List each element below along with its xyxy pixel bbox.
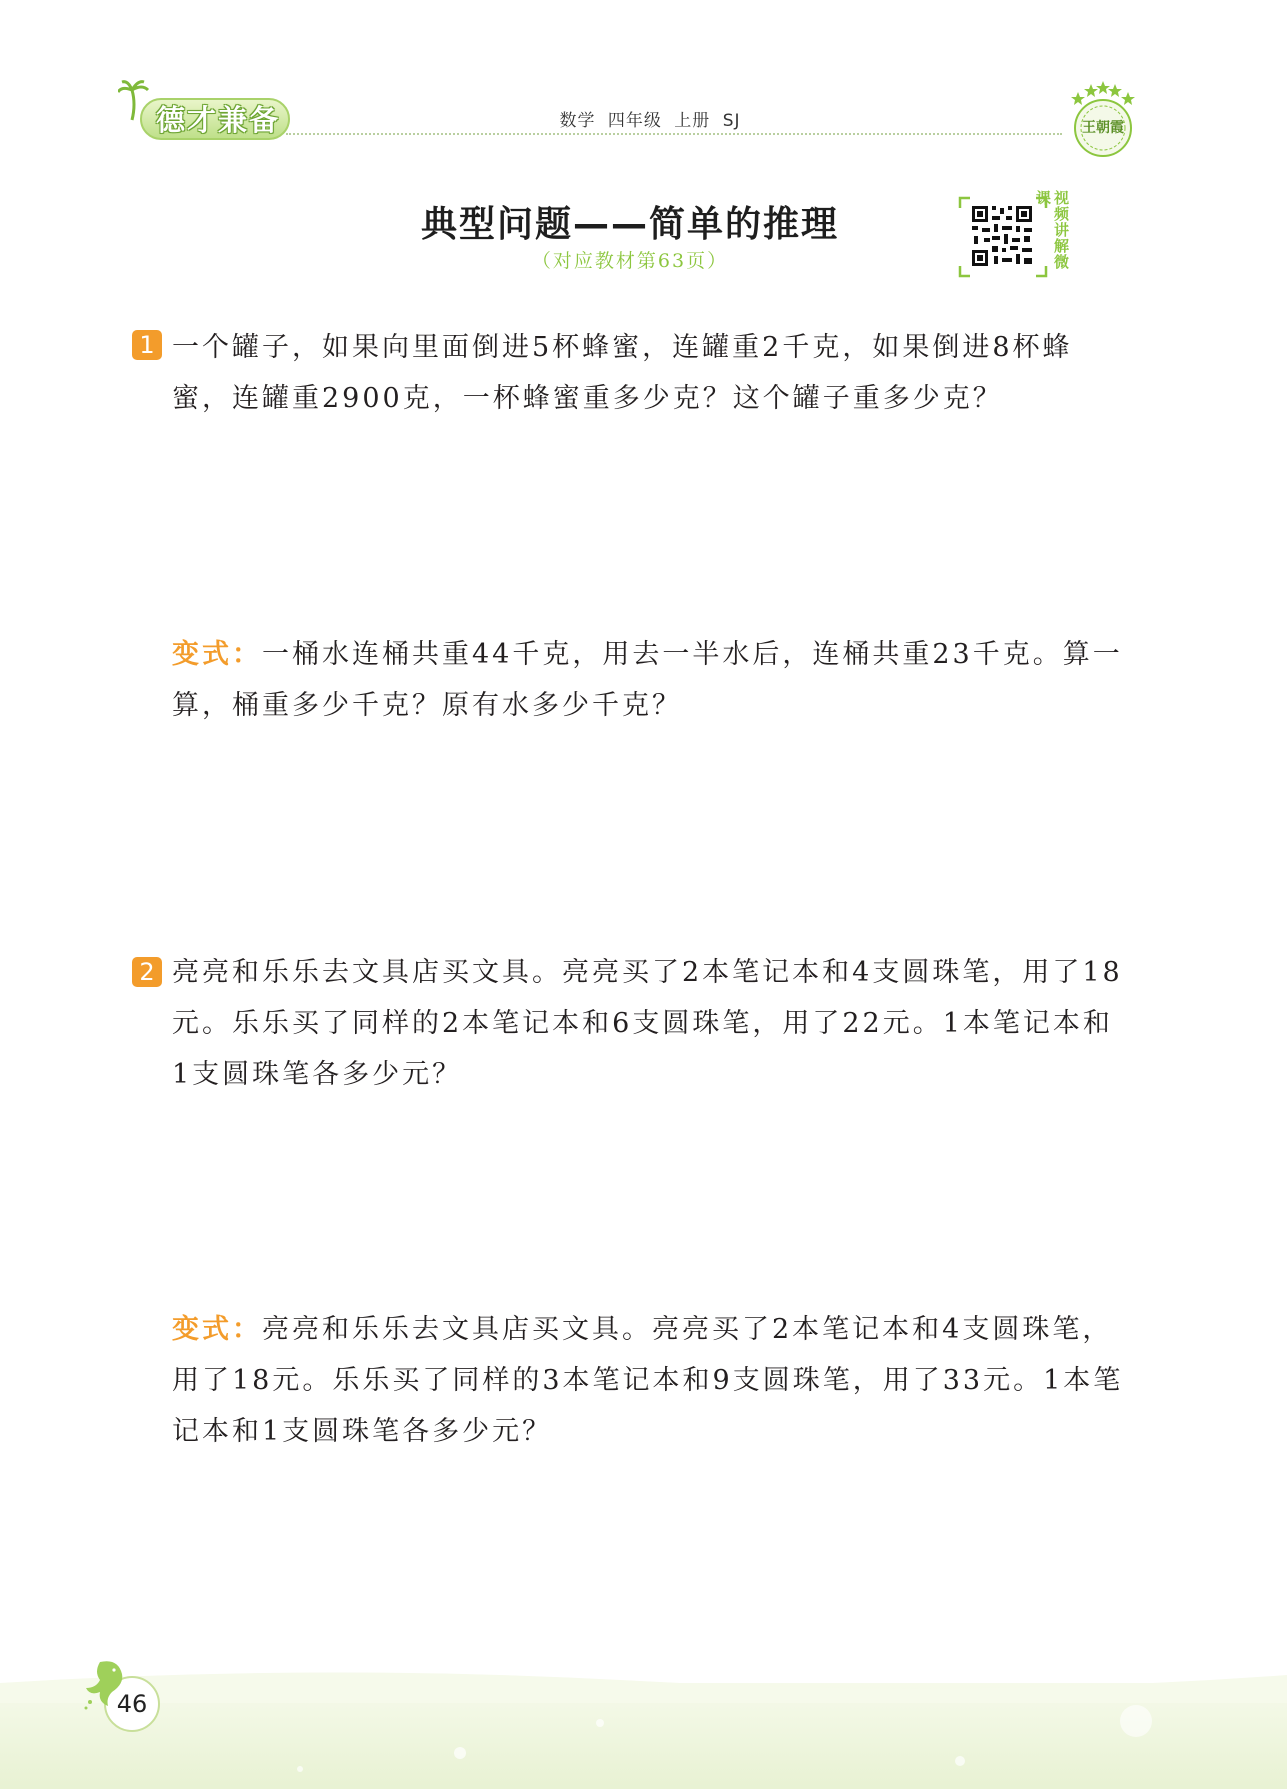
qr-code-icon (958, 196, 1048, 278)
question-1-text: 一个罐子，如果向里面倒进5杯蜂蜜，连罐重2千克，如果倒进8杯蜂蜜，连罐重2900克，一杯蜂蜜重多少克？这个罐子重多少克？ (172, 332, 1073, 414)
question-1-number: 1 (132, 330, 162, 360)
question-2-number: 2 (132, 957, 162, 987)
question-1-variant (172, 629, 1132, 731)
author-badge (1062, 78, 1144, 160)
brand-text: 德才兼备 (155, 103, 280, 137)
bubble-decoration (0, 1683, 1287, 1789)
page-title: 典型问题——简单的推理 (420, 204, 839, 245)
page-subtitle: （对应教材第63页） (531, 250, 729, 272)
variant-label: 变式： (172, 1314, 262, 1345)
header-divider (286, 133, 1062, 135)
subject-line: 数学 四年级 上册 SJ (559, 111, 741, 131)
qr-caption: 视频讲解微课 (1034, 190, 1070, 270)
page-number: 46 (116, 1690, 148, 1718)
variant-label: 变式： (172, 639, 262, 670)
variant-text: 亮亮和乐乐去文具店买文具。亮亮买了2本笔记本和4支圆珠笔，用了18元。乐乐买了同样的3本笔记本和9支圆珠笔，用了33元。1本笔记本和1支圆珠笔各多少元？ (172, 1314, 1124, 1447)
question-2-text: 亮亮和乐乐去文具店买文具。亮亮买了2本笔记本和4支圆珠笔，用了18元。乐乐买了同样的2本笔记本和6支圆珠笔，用了22元。1本笔记本和1支圆珠笔各多少元？ (172, 957, 1123, 1090)
qr-code[interactable] (958, 196, 1048, 278)
question-2-variant (172, 1304, 1132, 1457)
variant-text: 一桶水连桶共重44千克，用去一半水后，连桶共重23千克。算一算，桶重多少千克？原有水多少千克？ (172, 639, 1123, 721)
badge-text: 王朝霞 (1082, 120, 1124, 136)
brand-logo (118, 80, 294, 144)
footer-background (0, 1683, 1287, 1789)
